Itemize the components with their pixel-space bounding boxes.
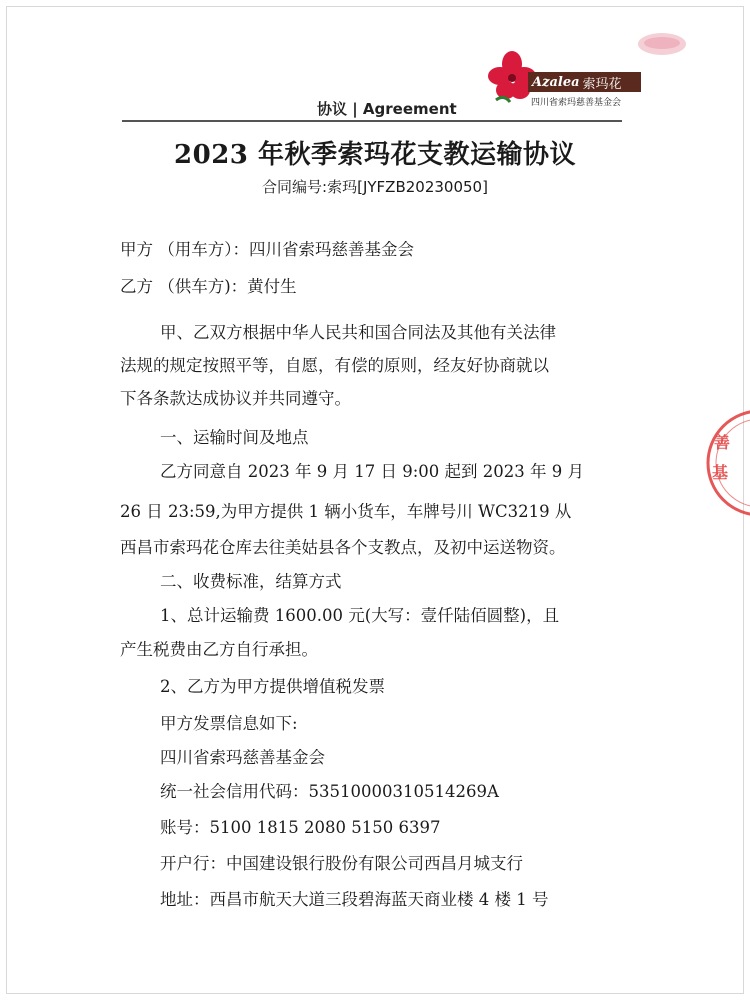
logo-chinese: 索玛花	[582, 76, 622, 92]
logo-org-name: 四川省索玛慈善基金会	[531, 98, 622, 108]
invoice-org: 四川省索玛慈善基金会	[160, 748, 325, 767]
paragraph-line: 产生税费由乙方自行承担。	[120, 640, 318, 659]
party-b-line: 乙方 （供车方)：黄付生	[120, 277, 297, 296]
section-heading: 一、运输时间及地点	[160, 428, 309, 447]
logo-english: Azalea	[532, 74, 580, 90]
contract-number: 合同编号:索玛[JYFZB20230050]	[262, 178, 488, 196]
invoice-bank: 开户行：中国建设银行股份有限公司西昌月城支行	[160, 854, 523, 873]
paragraph-line: 下各条款达成协议并共同遵守。	[120, 389, 351, 408]
svg-text:善: 善	[714, 433, 731, 452]
logo-bar	[528, 72, 641, 92]
paragraph-line: 法规的规定按照平等，自愿，有偿的原则，经友好协商就以	[120, 356, 549, 375]
party-a-line: 甲方 （用车方）：四川省索玛慈善基金会	[120, 240, 414, 259]
paragraph-line: 1、总计运输费 1600.00 元(大写：壹仟陆佰圆整)，且	[160, 606, 560, 625]
invoice-address: 地址：西昌市航天大道三段碧海蓝天商业楼 4 楼 1 号	[160, 890, 549, 909]
paragraph-line: 26 日 23:59,为甲方提供 1 辆小货车，车牌号川 WC3219 从	[120, 502, 572, 521]
paragraph-line: 甲、乙双方根据中华人民共和国合同法及其他有关法律	[160, 323, 556, 342]
invoice-heading: 甲方发票信息如下:	[160, 714, 298, 733]
official-seal	[700, 408, 750, 518]
paragraph-line: 乙方同意自 2023 年 9 月 17 日 9:00 起到 2023 年 9 月	[160, 462, 584, 481]
paragraph-line: 2、乙方为甲方提供增值税发票	[160, 677, 385, 696]
svg-text:基: 基	[712, 463, 729, 482]
agreement-banner	[122, 98, 622, 122]
document-title: 2023 年秋季索玛花支教运输协议	[174, 140, 576, 170]
section-heading: 二、收费标准，结算方式	[160, 572, 342, 591]
invoice-account: 账号：5100 1815 2080 5150 6397	[160, 818, 441, 837]
banner-label: 协议 | Agreement	[317, 100, 457, 118]
invoice-credit-code: 统一社会信用代码：53510000310514269A	[160, 782, 499, 801]
banner-rule	[122, 120, 622, 122]
paragraph-line: 西昌市索玛花仓库去往美姑县各个支教点，及初中运送物资。	[120, 538, 566, 557]
